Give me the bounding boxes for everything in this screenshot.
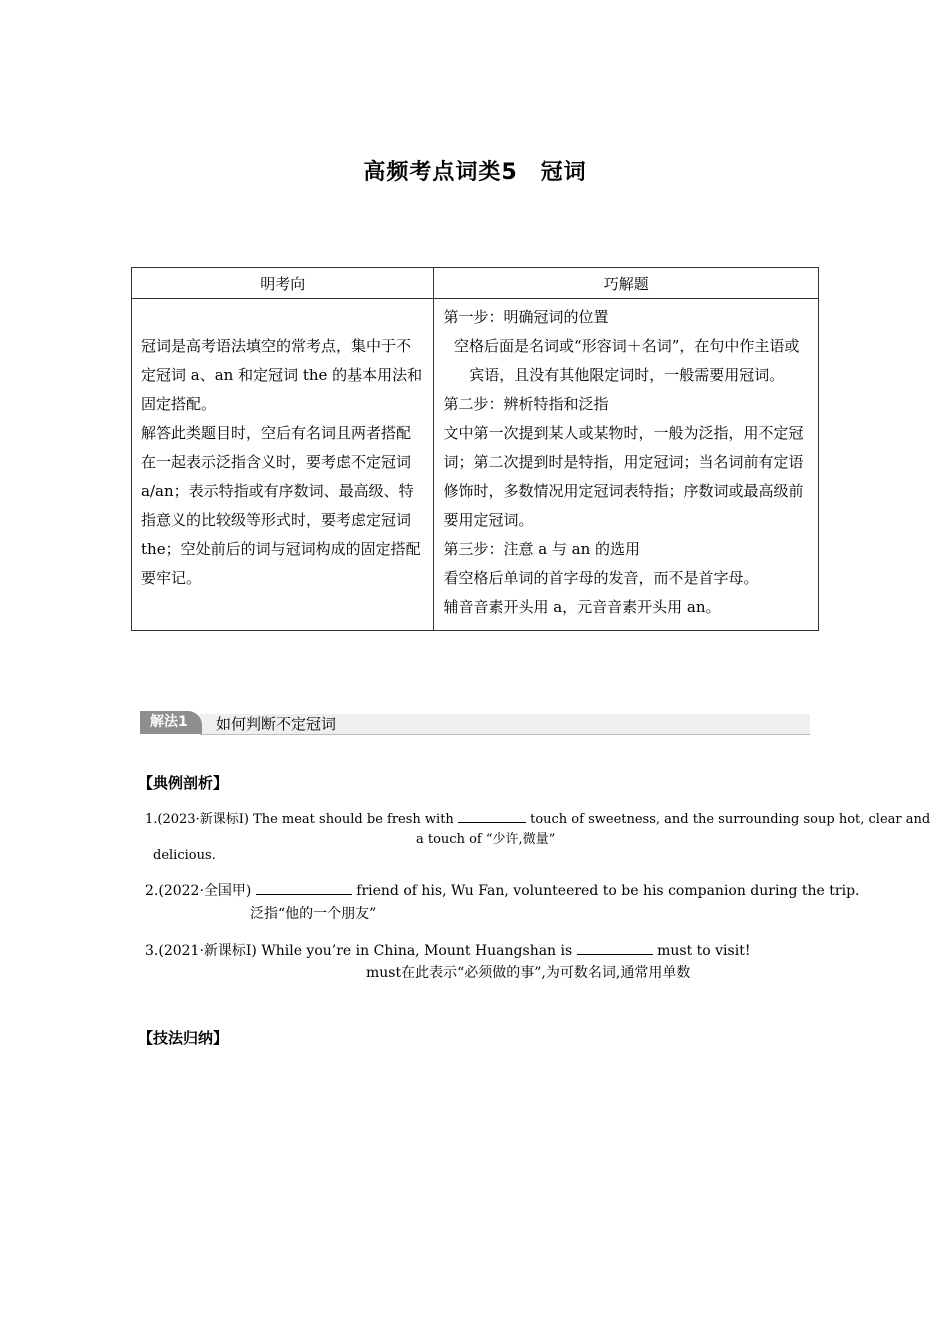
example-heading: 【典例剖析】 [138, 774, 229, 792]
left-paragraph: 冠词是高考语法填空的常考点，集中于不定冠词 a、an 和定冠词 the 的基本用法和固定搭配。 [141, 337, 423, 413]
question-2-note: 泛指“他的一个朋友” [250, 906, 377, 922]
step1-title: 第一步：明确冠词的位置 [443, 308, 609, 326]
section-bar [140, 711, 810, 736]
summary-table [131, 267, 819, 631]
question-3-suffix: must to visit! [657, 943, 751, 959]
step2-title: 第二步：辨析特指和泛指 [443, 395, 609, 413]
question-2-prefix: 2.(2022·全国甲) [145, 883, 252, 899]
step2-body: 文中第一次提到某人或某物时，一般为泛指，用不定冠词；第二次提到时是特指，用定冠词；当名词前有定语修饰时，多数情况用定冠词表特指；序数词或最高级前要用定冠词。 [443, 424, 804, 529]
table-cell-right [434, 299, 819, 631]
technique-heading: 【技法归纳】 [138, 1029, 229, 1047]
question-2-suffix: friend of his, Wu Fan, volunteered to be his companion during the trip. [356, 883, 860, 899]
question-1-suffix: touch of sweetness, and the surrounding soup hot, clear and [530, 812, 931, 827]
question-3-note: must在此表示“必须做的事”,为可数名词,通常用单数 [366, 965, 691, 981]
table-header-right: 巧解题 [434, 268, 819, 299]
page-title: 高频考点词类5 冠词 [363, 160, 587, 185]
question-1 [145, 808, 930, 827]
question-1-note: a touch of “少许,微量” [416, 832, 556, 847]
table-header-left: 明考向 [132, 268, 434, 299]
question-3 [145, 940, 750, 960]
section-label: 如何判断不定冠词 [216, 715, 337, 733]
question-1-continuation: delicious. [153, 848, 216, 863]
table-cell-left [132, 299, 434, 631]
step3-body-2: 辅音音素开头用 a，元音音素开头用 an。 [443, 598, 721, 616]
answer-blank[interactable] [256, 884, 352, 895]
answer-blank[interactable] [458, 812, 526, 823]
question-2 [145, 880, 859, 900]
step1-body: 空格后面是名词或“形容词＋名词”，在句中作主语或宾语，且没有其他限定词时，一般需要用冠词。 [454, 337, 800, 384]
section-tag: 解法1 [140, 711, 202, 734]
step3-body-1: 看空格后单词的首字母的发音，而不是首字母。 [443, 569, 759, 587]
left-paragraph: 解答此类题目时，空后有名词且两者搭配在一起表示泛指含义时，要考虑不定冠词 a/an；表示特指或有序数词、最高级、特指意义的比较级等形式时，要考虑定冠词 the；空处前后的词与冠词构成的固定搭配要牢记。 [141, 424, 421, 587]
question-1-prefix: 1.(2023·新课标Ⅰ) The meat should be fresh with [145, 812, 454, 827]
answer-blank[interactable] [577, 944, 653, 955]
question-3-prefix: 3.(2021·新课标Ⅰ) While you’re in China, Mount Huangshan is [145, 943, 573, 959]
step3-title: 第三步：注意 a 与 an 的选用 [443, 540, 641, 558]
